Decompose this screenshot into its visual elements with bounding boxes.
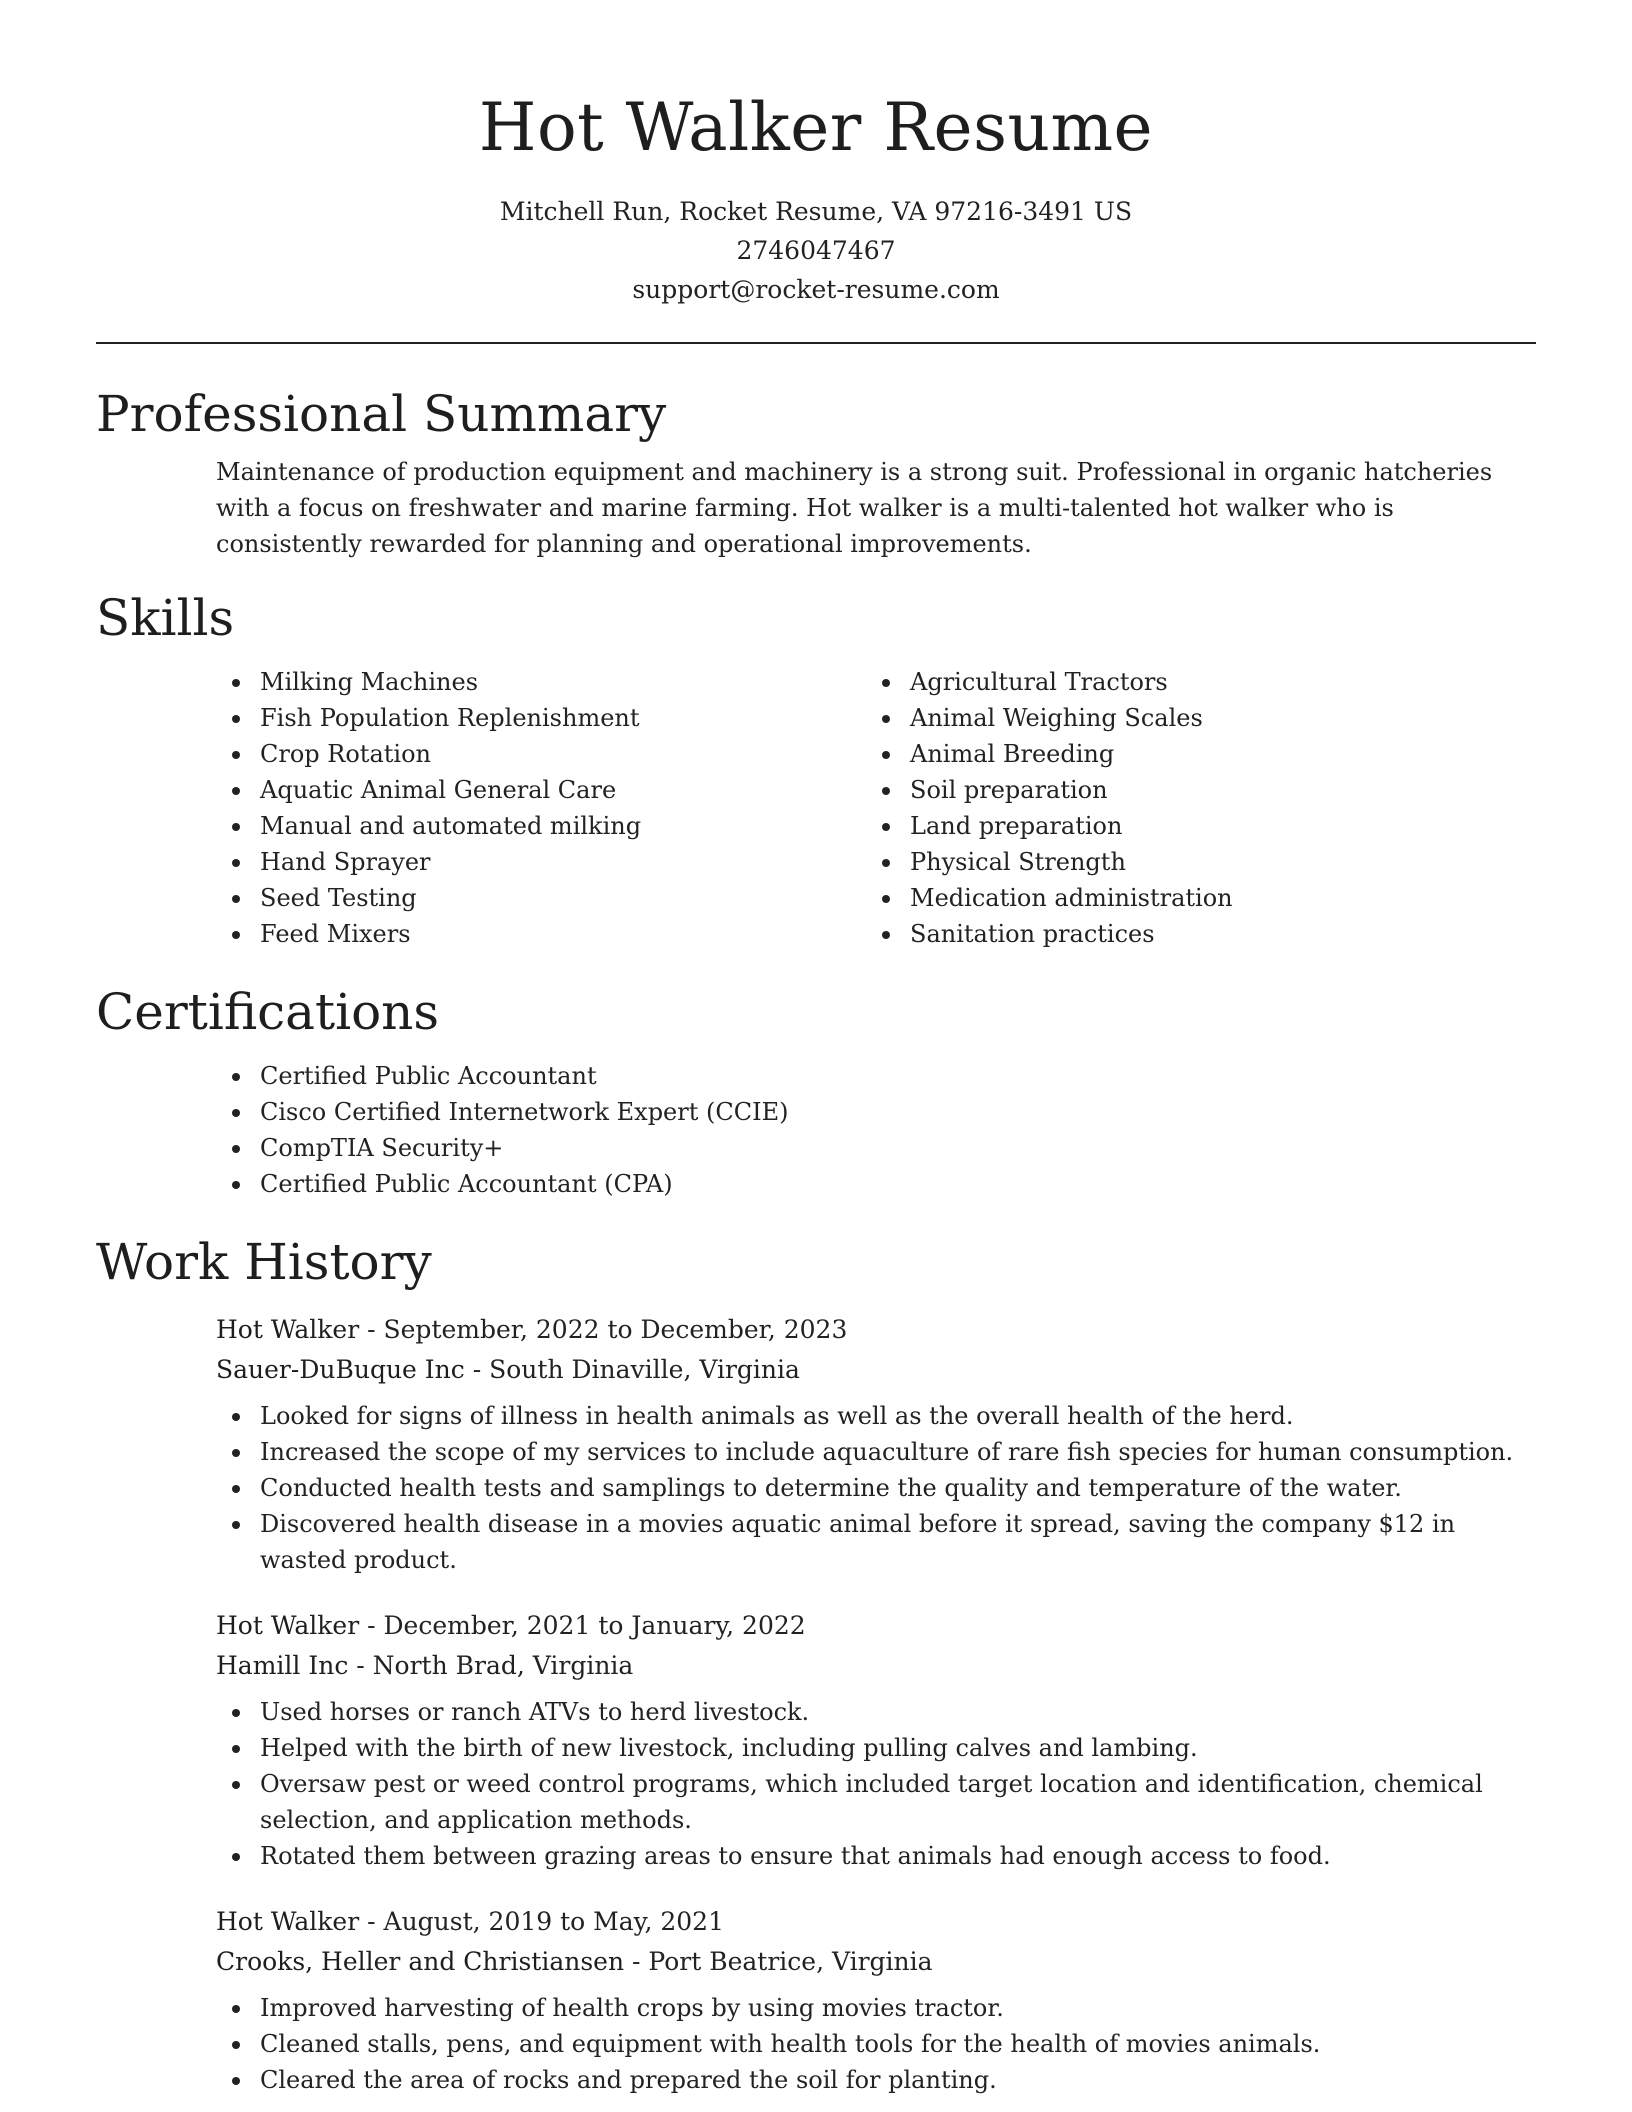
job-bullet: Helped with the birth of new livestock, including pulling calves and lambing. — [216, 1730, 1536, 1766]
skill-item: Hand Sprayer — [216, 844, 866, 880]
skill-item: Land preparation — [866, 808, 1516, 844]
job-entry — [216, 1606, 1536, 1874]
job-company: Hamill Inc — [216, 1651, 349, 1680]
skill-item: Crop Rotation — [216, 736, 866, 772]
job-company-line — [216, 1942, 1536, 1982]
job-title-line — [216, 1902, 1536, 1942]
certification-item: Certified Public Accountant — [216, 1058, 1536, 1094]
job-company-line — [216, 1646, 1536, 1686]
work-history-section — [96, 1226, 1536, 2098]
job-role: Hot Walker — [216, 1611, 360, 1640]
job-company: Sauer-DuBuque Inc — [216, 1355, 465, 1384]
skill-item: Feed Mixers — [216, 916, 866, 952]
skills-list-left — [216, 664, 866, 952]
certification-item: CompTIA Security+ — [216, 1130, 1536, 1166]
job-bullet: Looked for signs of illness in health animals as well as the overall health of the herd. — [216, 1398, 1536, 1434]
resume-header — [96, 82, 1536, 309]
skill-item: Physical Strength — [866, 844, 1516, 880]
job-bullet: Oversaw pest or weed control programs, which included target location and identification, chemical selection, and application methods. — [216, 1766, 1536, 1838]
job-entry — [216, 1310, 1536, 1578]
skill-item: Manual and automated milking — [216, 808, 866, 844]
job-location: - Port Beatrice, Virginia — [624, 1947, 933, 1976]
job-bullet: Discovered health disease in a movies aquatic animal before it spread, saving the company $12 in wasted product. — [216, 1506, 1536, 1578]
skill-item: Aquatic Animal General Care — [216, 772, 866, 808]
job-company: Crooks, Heller and Christiansen — [216, 1947, 625, 1976]
skill-item: Seed Testing — [216, 880, 866, 916]
job-bullets — [96, 1694, 1536, 1874]
summary-text: Maintenance of production equipment and machinery is a strong suit. Professional in organic hatcheries with a focus on freshwater and marine farming. Hot walker is a multi-talented hot walker who is consistently rewarded for planning and operational improvements. — [216, 458, 1493, 558]
skill-item: Milking Machines — [216, 664, 866, 700]
summary-section — [96, 378, 1536, 562]
skill-item: Animal Weighing Scales — [866, 700, 1516, 736]
skills-section — [96, 582, 1536, 952]
job-bullets — [96, 1990, 1536, 2098]
job-dates: - August, 2019 to May, 2021 — [359, 1907, 724, 1936]
certifications-heading: Certifications — [96, 983, 440, 1041]
skill-item: Animal Breeding — [866, 736, 1516, 772]
skill-item: Sanitation practices — [866, 916, 1516, 952]
contact-address: Mitchell Run, Rocket Resume, VA 97216-3491 US — [499, 197, 1133, 226]
resume-body — [96, 378, 1536, 2098]
job-title-line — [216, 1310, 1536, 1350]
resume-title: Hot Walker Resume — [478, 89, 1154, 166]
skill-item: Agricultural Tractors — [866, 664, 1516, 700]
skills-list-right — [866, 664, 1516, 952]
job-bullet: Conducted health tests and samplings to determine the quality and temperature of the water. — [216, 1470, 1536, 1506]
job-company-line — [216, 1350, 1536, 1390]
contact-email: support@rocket-resume.com — [632, 275, 1000, 304]
certification-item: Cisco Certified Internetwork Expert (CCIE) — [216, 1094, 1536, 1130]
job-bullet: Used horses or ranch ATVs to herd livestock. — [216, 1694, 1536, 1730]
certifications-list — [216, 1058, 1536, 1202]
job-location: - North Brad, Virginia — [348, 1651, 634, 1680]
job-title-line — [216, 1606, 1536, 1646]
job-bullet: Rotated them between grazing areas to ensure that animals had enough access to food. — [216, 1838, 1536, 1874]
skills-heading: Skills — [96, 589, 235, 647]
job-bullet: Improved harvesting of health crops by using movies tractor. — [216, 1990, 1536, 2026]
summary-heading: Professional Summary — [96, 385, 667, 443]
job-entry — [216, 1902, 1536, 2098]
job-bullet: Increased the scope of my services to include aquaculture of rare fish species for human consumption. — [216, 1434, 1536, 1470]
work-history-heading: Work History — [96, 1233, 432, 1291]
job-bullet: Cleared the area of rocks and prepared the soil for planting. — [216, 2062, 1536, 2098]
job-location: - South Dinaville, Virginia — [464, 1355, 800, 1384]
skills-columns — [216, 664, 1536, 952]
job-role: Hot Walker — [216, 1907, 360, 1936]
job-role: Hot Walker — [216, 1315, 360, 1344]
certification-item: Certified Public Accountant (CPA) — [216, 1166, 1536, 1202]
contact-phone: 2746047467 — [736, 236, 896, 265]
certifications-section — [96, 976, 1536, 1202]
job-bullets — [96, 1398, 1536, 1578]
job-dates: - September, 2022 to December, 2023 — [359, 1315, 848, 1344]
header-divider — [96, 342, 1536, 344]
job-dates: - December, 2021 to January, 2022 — [359, 1611, 806, 1640]
job-bullet: Cleaned stalls, pens, and equipment with health tools for the health of movies animals. — [216, 2026, 1536, 2062]
skill-item: Medication administration — [866, 880, 1516, 916]
skill-item: Fish Population Replenishment — [216, 700, 866, 736]
skill-item: Soil preparation — [866, 772, 1516, 808]
